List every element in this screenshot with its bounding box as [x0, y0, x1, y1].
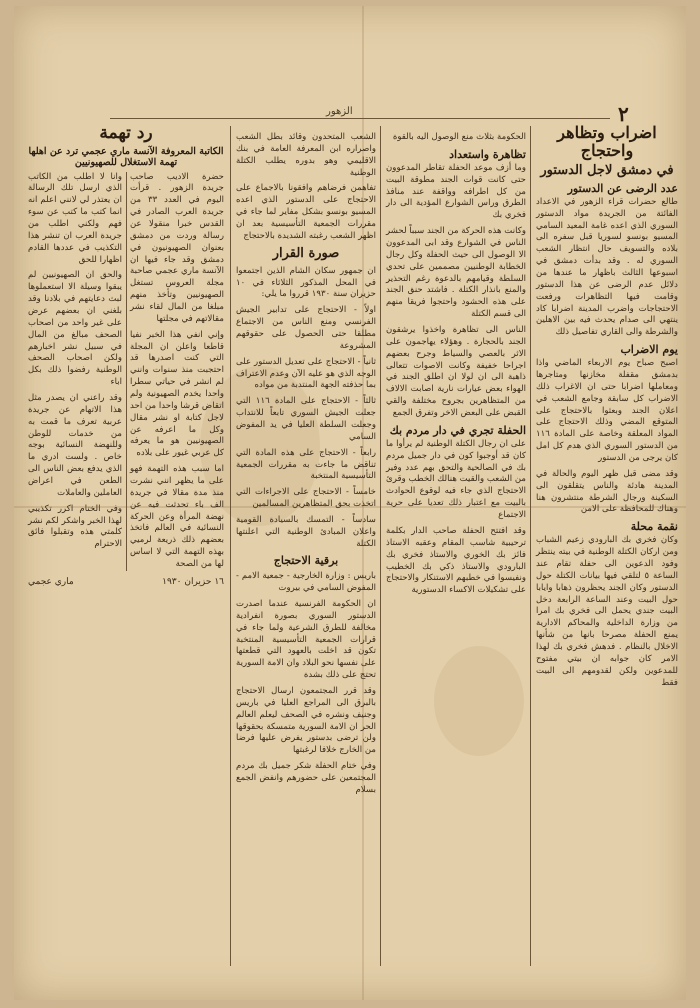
author-signature: ماري عجمي — [28, 576, 74, 587]
paragraph: على ان رجال الكتلة الوطنية لم يرأوا ما كان قد أوجبوا كون في دار جميل مردم بك في الصالحية والتحق بهم عدد وفير من الشعب والقيت هنالك الخطب وقرئ الاحتجاج الذي جاء فيه لوقوع الحوادث بالبيت مع اعتبار ذلك تعديا على حرية الاجتماع — [386, 438, 526, 521]
paragraph: سادساً - التمسك بالسيادة القومية واعلان المبادئ الوطنية التي اعلنتها الكتلة — [236, 515, 376, 549]
section-title: الحفلة تجري في دار مردم بك — [389, 423, 526, 437]
paper-stain — [434, 646, 524, 756]
column-2 — [386, 132, 526, 601]
section-title: نقمة محلة — [630, 520, 678, 534]
section-title: تظاهرة واستعداد — [449, 147, 526, 161]
paragraph: وقد افتتح الحفلة صاحب الدار بكلمة ترحيبية شاسب المقام وعقبه الاستاذ فائز بك الخوري والاستاذ فخري بك البارودي والاستاذ ذكي بك الخطيب ونفيسوا في خطبهم الاستنكار والاحتجاج على تشكيلات الاكساء الدستورية — [386, 525, 526, 596]
article-body — [28, 172, 224, 571]
paragraph: باريس : وزارة الخارجية - جمعية الامم - المفوض السامي في بيروت — [236, 571, 376, 594]
column-1 — [536, 124, 678, 693]
paragraph: وكانت هذه الحركة من الجند سبباً لحشر الناس في الشوارع وقد ابى المدعوون الا الوصول الى حيث الحفلة وكل رجال الخطابة الوطنيين مصممين على تحدي السلطة وقيامهم بالدعوة رغم التحذير والمنع بانذار الكتلة . فاشتد حنق الجند على هذه الحشود واحتجوا فريقا منهم الى قسم الكتلة — [385, 226, 526, 320]
paragraph: ثانياً - الاحتجاج على تعديل الدستور على الوجه الذي هو عليه الآن وعدم الاعتراف بما حذفته الجهة المنتدبة من مواده — [236, 356, 376, 391]
section-title: يوم الاضراب — [620, 343, 678, 357]
paragraph: رابعاً - الاحتجاج على هذه المادة التي تناقض ما جاءت به مقررات الجمعية التأسيسية المنتخبة — [236, 447, 376, 482]
section-headline: برقية الاحتجاج — [273, 553, 339, 567]
paragraph: وقد قرر المجتمعون ارسال الاحتجاج بالبرق الى المراجع العليا في باريس وجنيف ونشره في الصحف ليعلم العالم الحر ان الامة السورية متمسكة بحقوقها ولن ترضى بدستور يفرض عليها فرضا من الخارج خلافا لرغبتها — [236, 685, 376, 756]
paragraph: الناس الى تظاهرة واخذوا يرشقون الجند بالحجارة . وهؤلاء يهاجمون على الاثر بالعصي والسياط وجرح بعضهم اجراحا خفيفة وكانت الاصوات تتعالى ذاهبة الى ان لولا ان اطلق الجند في الهواء بعض عيارات نارية اصابت الالاف من المتظاهرين بجروح مختلفة والقي القبض على البعض الاخر وتفرق الجمع — [386, 325, 526, 419]
paragraph: ان الحكومة الفرنسية عندما اصدرت الدستور السوري بصورة انفرادية مخالفة للطرق الشرعية ولما جاء في قرارات الجمعية التأسيسية المنتخبة تكون قد اخلت بالعهود التي قطعتها على نفسها نحو البلاد وان الامة السورية تحتج على ذلك بشدة — [236, 598, 376, 681]
header-rule — [110, 118, 610, 119]
section-title: عدد الرضى عن الدستور — [567, 181, 678, 195]
article-date: ١٦ حزيران ١٩٣٠ — [162, 576, 224, 587]
column-rule — [230, 126, 231, 966]
running-header-paper-name: الزهور — [326, 106, 353, 117]
paragraph: وكان فخري بك البارودي زعيم الشباب ومن اركان الكتلة الوطنية في بيته ينتظر وفود الدعوين الى حفلة تقام عند الساعة ٥ لتلقي فيها بيانات الكتلة حول الدستور وكان الجند يحظرون ذهابا وايابا حول البيت وعند الساعة الرابعة دخل البيت جندي يحمل الى فخري بك امرا من وزارة الداخلية والمحاكم الادارية يمنع الحفلة مصرحا بانها من شأنها الاخلال بالنظام . فدهش فخري بك لهذا الامر كان جوابه ان بيتي مفتوح للمدعوين ولكن لقدومهم الى البيت فقط — [536, 535, 678, 688]
column-rule — [530, 126, 531, 966]
section-headline: صورة القرار — [272, 245, 340, 261]
paragraph: طالع حضرات قراء الزهور في الاعداد الفائتة من الجريدة مواد الدستور السوري الذي اعده غامة المعيد السامي المسيو بونسو لسوريا قبل سفره الى بلاده والتسويف حال انتظار الشعب السوري له . وقد بدأت دمشق في اسبوعها الثالث باظهار ما عندها من دلائل عدم الرضى عن هذا الدستور وقامت فيها التظاهرات ورفعت الاحتجاجات واضرب المدينة اضرابا كاد ينتهي الى صدام يحدث فيه بين الاهلين والشرطة والى القاري تفاصيل ذلك — [536, 196, 678, 338]
paragraph: والحق ان الصهيونيين لم يبقوا وسيلة الا استعملوها لبث دعايتهم في بلادنا وقد بلغني ان بعضهم عرض على غير واحد من اصحاب الصحف مبالغ من المال في سبيل نشر اخبارهم ولكن اصحاب الصحف الوطنية رفضوا ذلك بكل اباء — [28, 270, 122, 388]
paragraph: الشعب المتحدون وقائد بطل الشعب واصراره ابن المعرفة العامة في بنك الاقليمي وهو بدوره يطلب الكتلة الوطنية — [236, 132, 376, 178]
paragraph: حضرة الاديب صاحب جريدة الزهور . قرأت اليوم في العدد ٣٣ من جريدة العرب الصادر في القدس خبرا منقولا عن رسالة وردت من دمشق بعنوان الصهيونيون في دمشق وقد جاء فيها ان الآنسة ماري عجمي صاحبة مجلة العروس تستغل الصهيونيين وتأخذ منهم مبلغا من المال لقاء نشر مقالاتهم في مجلتها — [130, 171, 224, 324]
page-number: ٢ — [618, 102, 629, 126]
paragraph: ثالثاً - الاحتجاج على المادة ١١٦ التي جعلت الجيش السوري تابعاً للانتداب وجعلت السلطة العليا في يد المفوض السامي — [236, 396, 376, 442]
paragraph: تفاهمن فرضاهم وافقونا بالاجماع على الاحتجاج على الدستور الذي اعده المسيو بونسو بشكل مفاير لما جاء في مقررات الجمعية التأسيسية بعد ان اظهر الشعب رغبته الشديدة بالاحتجاج — [236, 183, 376, 241]
article-subhead: الكاتبة المعروفة الآنسة ماري عجمي ترد عن اهلها تهمة الاستغلال للصهيونيين — [28, 145, 224, 168]
paragraph: وفي ختام الحفلة شكر جميل بك مردم المجتمعين على حضورهم وانفض الجمع بسلام — [236, 761, 376, 795]
paragraph: اولاً - الاحتجاج على تدابير الجيش الفرنسي ومنع الناس من الاجتماع مطلقا حتى الحصول على حقوقهم المشروعة — [236, 305, 376, 351]
paragraph: وإني انفي هذا الخبر نفيا قاطعا واعلن ان المجلة التي كنت اصدرها قد احتجبت منذ سنوات وانني لم انشر في حياتي سطرا واحدا يخدم الصهيونية ولم اتقاض قرشا واحدا من احد لاجل كتابة او نشر مقال وكل ما اعرفه عن الصهيونيين هو ما يعرفه كل عربي غيور على بلاده — [130, 329, 224, 459]
paragraph: اصبح صباح يوم الاربعاء الماضي واذا بدمشق مقفلة مخازنها ومتاجرها ومعاملها اضرابا حتى ان الاغراب ذلك الاضراب كل سابقة وجامع الشعب في اعلان الجند وبعثوا بالاحتجاج على المتوقع المضي وذلك الاحتجاج على المواد المعلقة وخاصة على المادة ١١٦ من الدستور السوري الذي هدم كل امل كان يرجى من الدستور — [536, 358, 678, 463]
article-headline: اضراب وتظاهر واحتجاج — [557, 123, 657, 161]
paragraph: الحكومة بثلاث منع الوصول اليه بالقوة — [392, 132, 526, 142]
paragraph: اما سبب هذه التهمة فهو على ما يظهر انني نشرت منذ مدة مقالا في جريدة الف باء تحدثت فيه عن نهضة المرأة وعن الحركة النسائية في العالم فاتخذ بعضهم ذلك ذريعة لرميي بهذه التهمة التي لا اساس لها من الصحة — [130, 464, 224, 570]
paragraph: خامساً - الاحتجاج على الاجراءات التي اتخذت بحق المتظاهرين المسالمين — [236, 487, 376, 510]
signature-line — [28, 577, 224, 587]
article-headline: رد تهمة — [99, 123, 153, 143]
paragraph: وفي الختام اكرر تكذيبي لهذا الخبر واشكر لكم نشر كلمتي هذه وتقبلوا فائق الاحترام — [28, 503, 122, 550]
column-3 — [236, 132, 376, 801]
newspaper-page — [14, 6, 686, 1000]
column-rule — [380, 126, 381, 966]
paragraph: وقد راعني ان يصدر مثل هذا الاتهام عن جريدة عربية تعرف ما قمت به من خدمات للوطن وللنهضة النسائية بوجه خاص . ولست ادري ما الذي يدفع بعض الناس الى الطعن في اعراض العاملين والعاملات — [28, 393, 122, 498]
paragraph: وقد مضى قبل ظهر اليوم والحالة في المدينة هادئة والناس يتقلقون الى السكينة ورجال الشرطة منتشرون هنا وهناك للمحافظة على الامن — [536, 468, 678, 515]
paragraph: وانا لا اطلب من الكاتب الذي ارسل تلك الرسالة ان يعتذر لي لانني اعلم انه انما كتب ما كتب عن سوء فهم ولكني اطلب من جريدة العرب ان تنشر هذا التكذيب في عددها القادم اظهارا للحق — [28, 171, 122, 265]
column-4 — [28, 124, 224, 587]
paragraph: وما أزف موعد الحفلة تقاطر المدعوون حتى كانت قوات الجند مطوقة البيت من كل اطرافه وواقفة عند منافذ الطرق وراس الشوارع المؤدية الى دار فخري بك — [386, 162, 526, 221]
paragraph: ان جمهور سكان الشام الذين اجتمعوا في المحل المذكور الثلاثاء في ١٠ حزيران سنة ١٩٣٠ قرروا ما يلي: — [236, 265, 376, 300]
article-subhead: في دمشق لاجل الدستور — [540, 162, 674, 178]
